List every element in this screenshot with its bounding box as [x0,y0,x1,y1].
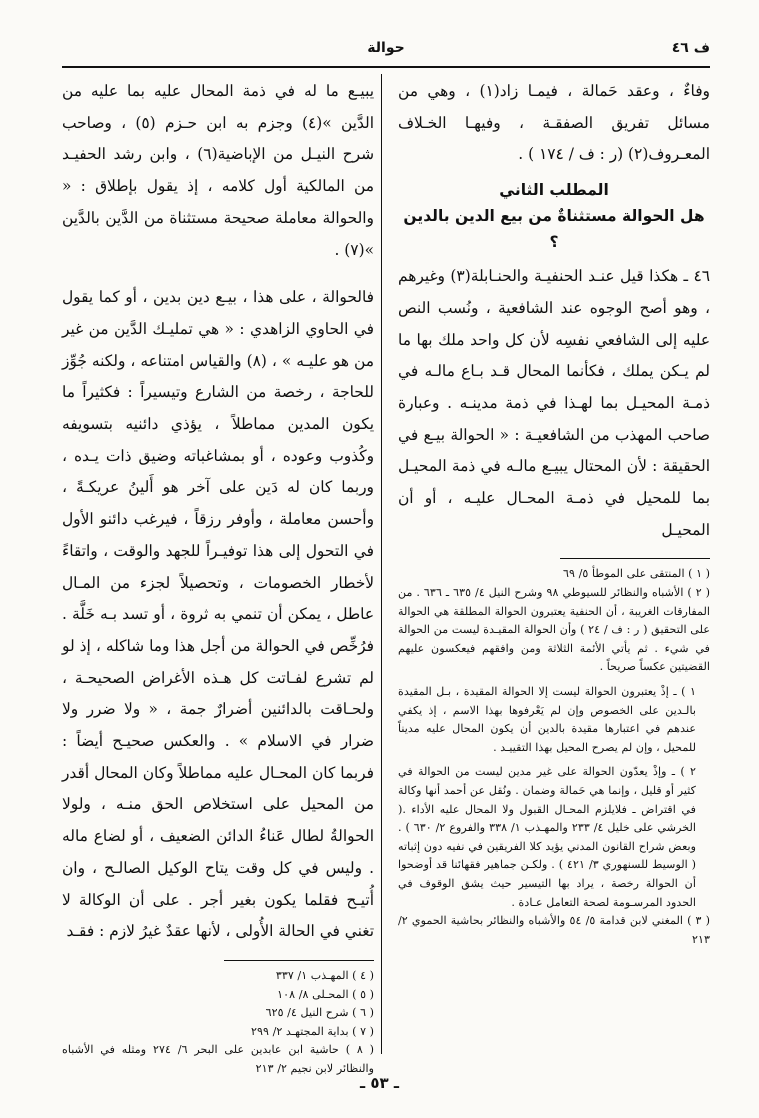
footnote-8: ( ٨ ) حاشية ابن عابدين على البحر ٦/ ٢٧٤ ومثله في الأشباه والنظائر لابن نجيم ٢/ ٢١٣ [62,1043,375,1075]
page-number: ـ ٥٣ ـ [359,1074,400,1092]
page-header [62,40,710,62]
left-paragraph-1: يبيـع ما له في ذمة المحال عليه بما عليه من الدَّين »(٤) وجزم به ابن حـزم (٥) ، وصاحب شرح النيـل من الإباضية(٦) ، وابن رشد الحفيـد من المالكية أول كلامه ، إذ يقول بإطلاق : « والحوالة معاملة صحيحة مستثناة من الدَّين بالدَّين »(٧) . [62,82,374,259]
footnote-2-subnote-1: ١ ) ـ إذْ يعتبرون الحوالة ليست إلا الحوالة المقيدة ، بـل المقيدة بالـدين على الخصوص وإن لم يَعْرفوها بهذا الاسم ، إذ يكفي عندهم في اعتبارها مقيدة بالدين أن يكون المحال عليه مديناً للمحيل ، وإن لم يصرح المحيل بهذا التقييـد . [398,685,696,754]
footnote-5: ( ٥ ) المحـلى ٨/ ١٠٨ [277,987,374,1001]
intro-paragraph: وفاءٌ ، وعقد حَمالة ، فيمـا زاد(١) ، وهي من مسائل تفريق الصفقـة ، وفيهـا الخـلاف المعـروف(٢) (ر : ف / ١٧٤ ) . [398,82,710,164]
footnote-6: ( ٦ ) شرح النيل ٤/ ٦٢٥ [265,1006,374,1020]
footnote-2-subnote-2: ٢ ) ـ وإذْ يعدّون الحوالة على غير مدين ليست من الحوالة في كثير أو قليل ، وإنما هي حَمالة وضمان . ونُقل عن أحمد أنها وكالة في اقتراض ـ فلايلزم المحـال القبول ولا المحال عليه الأداء .( الخرشي على خليل ٤/ ٢٣٣ والمهـذب ١/ ٣٣٨ والفروع ٢/ ٦٣٠ ) . وبعض شراح القانون المدني يؤيد كلا الفريقين في نفيه دون إثباته ( الوسيط للسنهوري ٣/ ٤٢١ ) . ولكـن جماهير فقهائنا قد أوضحوا أن الحوالة رخصة ، يراد بها التيسير حيث يشق الوقوف في الحدود المرسـومة لصحة التعامل عـادة . [398,765,697,909]
running-title: حوالة [367,40,405,56]
left-column [62,76,374,1079]
left-paragraph-2: فالحوالة ، على هذا ، بيـع دين بدين ، أو كما يقول في الحاوي الزاهدي : « هي تمليـك الدَّين من غير من هو عليـه » ، (٨) والقياس امتناعه ، ولكنه جُوِّز للحاجة ، رخصة من الشارع وتيسيراً : فكثيراً ما يكون المدين مماطلاً ، يؤذي دائنيه بتسويفه وكُذوب وعوده ، أو بمشاغباته وضيق ذات يـده ، وربما كان له دَين على آخر هو أَلينُ عريكـةً ، وأحسن معاملة ، وأوفر رزقاً ، فيرغب دائنو الأول في التحول إلى هذا توفيـراً للجهد والوقت ، واتقاءً لأخطار الخصومات ، وتحصيلاً لجزء من المـال عاطل ، يمكن أن تنمي به ثروة ، أو تسد بـه خَلَّة . فرُخِّص في الحوالة من أجل هذا وما شاكله ، إذ لو لم تشرع لفـاتت كل هـذه الأغراض الصحيحـة ، ولحـاقت بالدائنين أضرارٌ جمة ، « ولا ضرر ولا ضرار في الاسلام » . والعكس صحيـح أيضاً : فربما كان المحـال عليه مماطلاً وكان المحال أقدر من المحيل على استخلاص الحق منـه ، ولولا الحوالةُ لطال عَناءُ الدائن الضعيف ، أو لضاع ماله . وليس في كل وقت يتاح الوكيل الصالـح ، وان أُتيـح فقلما يكون بغير أجر . على أن الوكالة لا تغني في الحالة الأُولى ، لأنها عقدٌ غيرُ لازم : فقـد [62,288,374,941]
section-code: ف ٤٦ [671,40,710,56]
footnote-rule [224,960,374,961]
footnote-3: ( ٣ ) المغني لابن قدامة ٥/ ٥٤ والأشباه والنظائر بحاشية الحموي ٢/ ٢١٣ [398,914,710,946]
section-heading-1: المطلب الثاني [499,181,609,200]
column-divider [381,74,382,1054]
footnote-rule [560,558,710,559]
header-rule [62,66,710,68]
footnote-2: ( ٢ ) الأشباه والنظائر للسيوطي ٩٨ وشرح النيل ٤/ ٦٣٥ ـ ٦٣٦ . من المفارقات الغريبة ، أن الحنفية يعتبرون الحوالة المطلقة هي الحوالة على التحقيق ( ر : ف / ٢٤ ) وأن الحوالة المقيـدة ليست من الحوالة في شيء . ثم يأتي الأئمة الثلاثة ومن وافقهم فيعكسون عليهم القضيتين عكساً صريحاً . [398,586,711,674]
right-column [398,76,710,949]
footnote-7: ( ٧ ) بداية المجتهـد ٢/ ٢٩٩ [251,1024,374,1038]
footnote-4: ( ٤ ) المهـذب ١/ ٣٣٧ [275,968,374,982]
footnote-1: ( ١ ) المنتقى على الموطأ ٥/ ٦٩ [563,567,710,581]
section-heading-2: هل الحوالة مستثناةٌ من بيع الدين بالدين ؟ [403,207,705,252]
paragraph-46: ٤٦ ـ هكذا قيل عنـد الحنفيـة والحنـابلة(٣) وغيرهم ، وهو أصح الوجوه عند الشافعية ، ونُسب النص عليه إلى الشافعي نفسِه لأن كل واحد ملك بها ما لم يـكن يملك ، فكأنما المحال قـد بـاع مالـه في ذمـة المحيـل بما لهـذا في ذمة مدينـه . وعبارة صاحب المهذب من الشافعيـة : « الحوالة بيـع في الحقيقة : لأن المحتال يبيـع مالـه في ذمة المحيـل بما للمحيل في ذمـة المحـال عليـه ، أو أن المحيـل [398,267,710,539]
